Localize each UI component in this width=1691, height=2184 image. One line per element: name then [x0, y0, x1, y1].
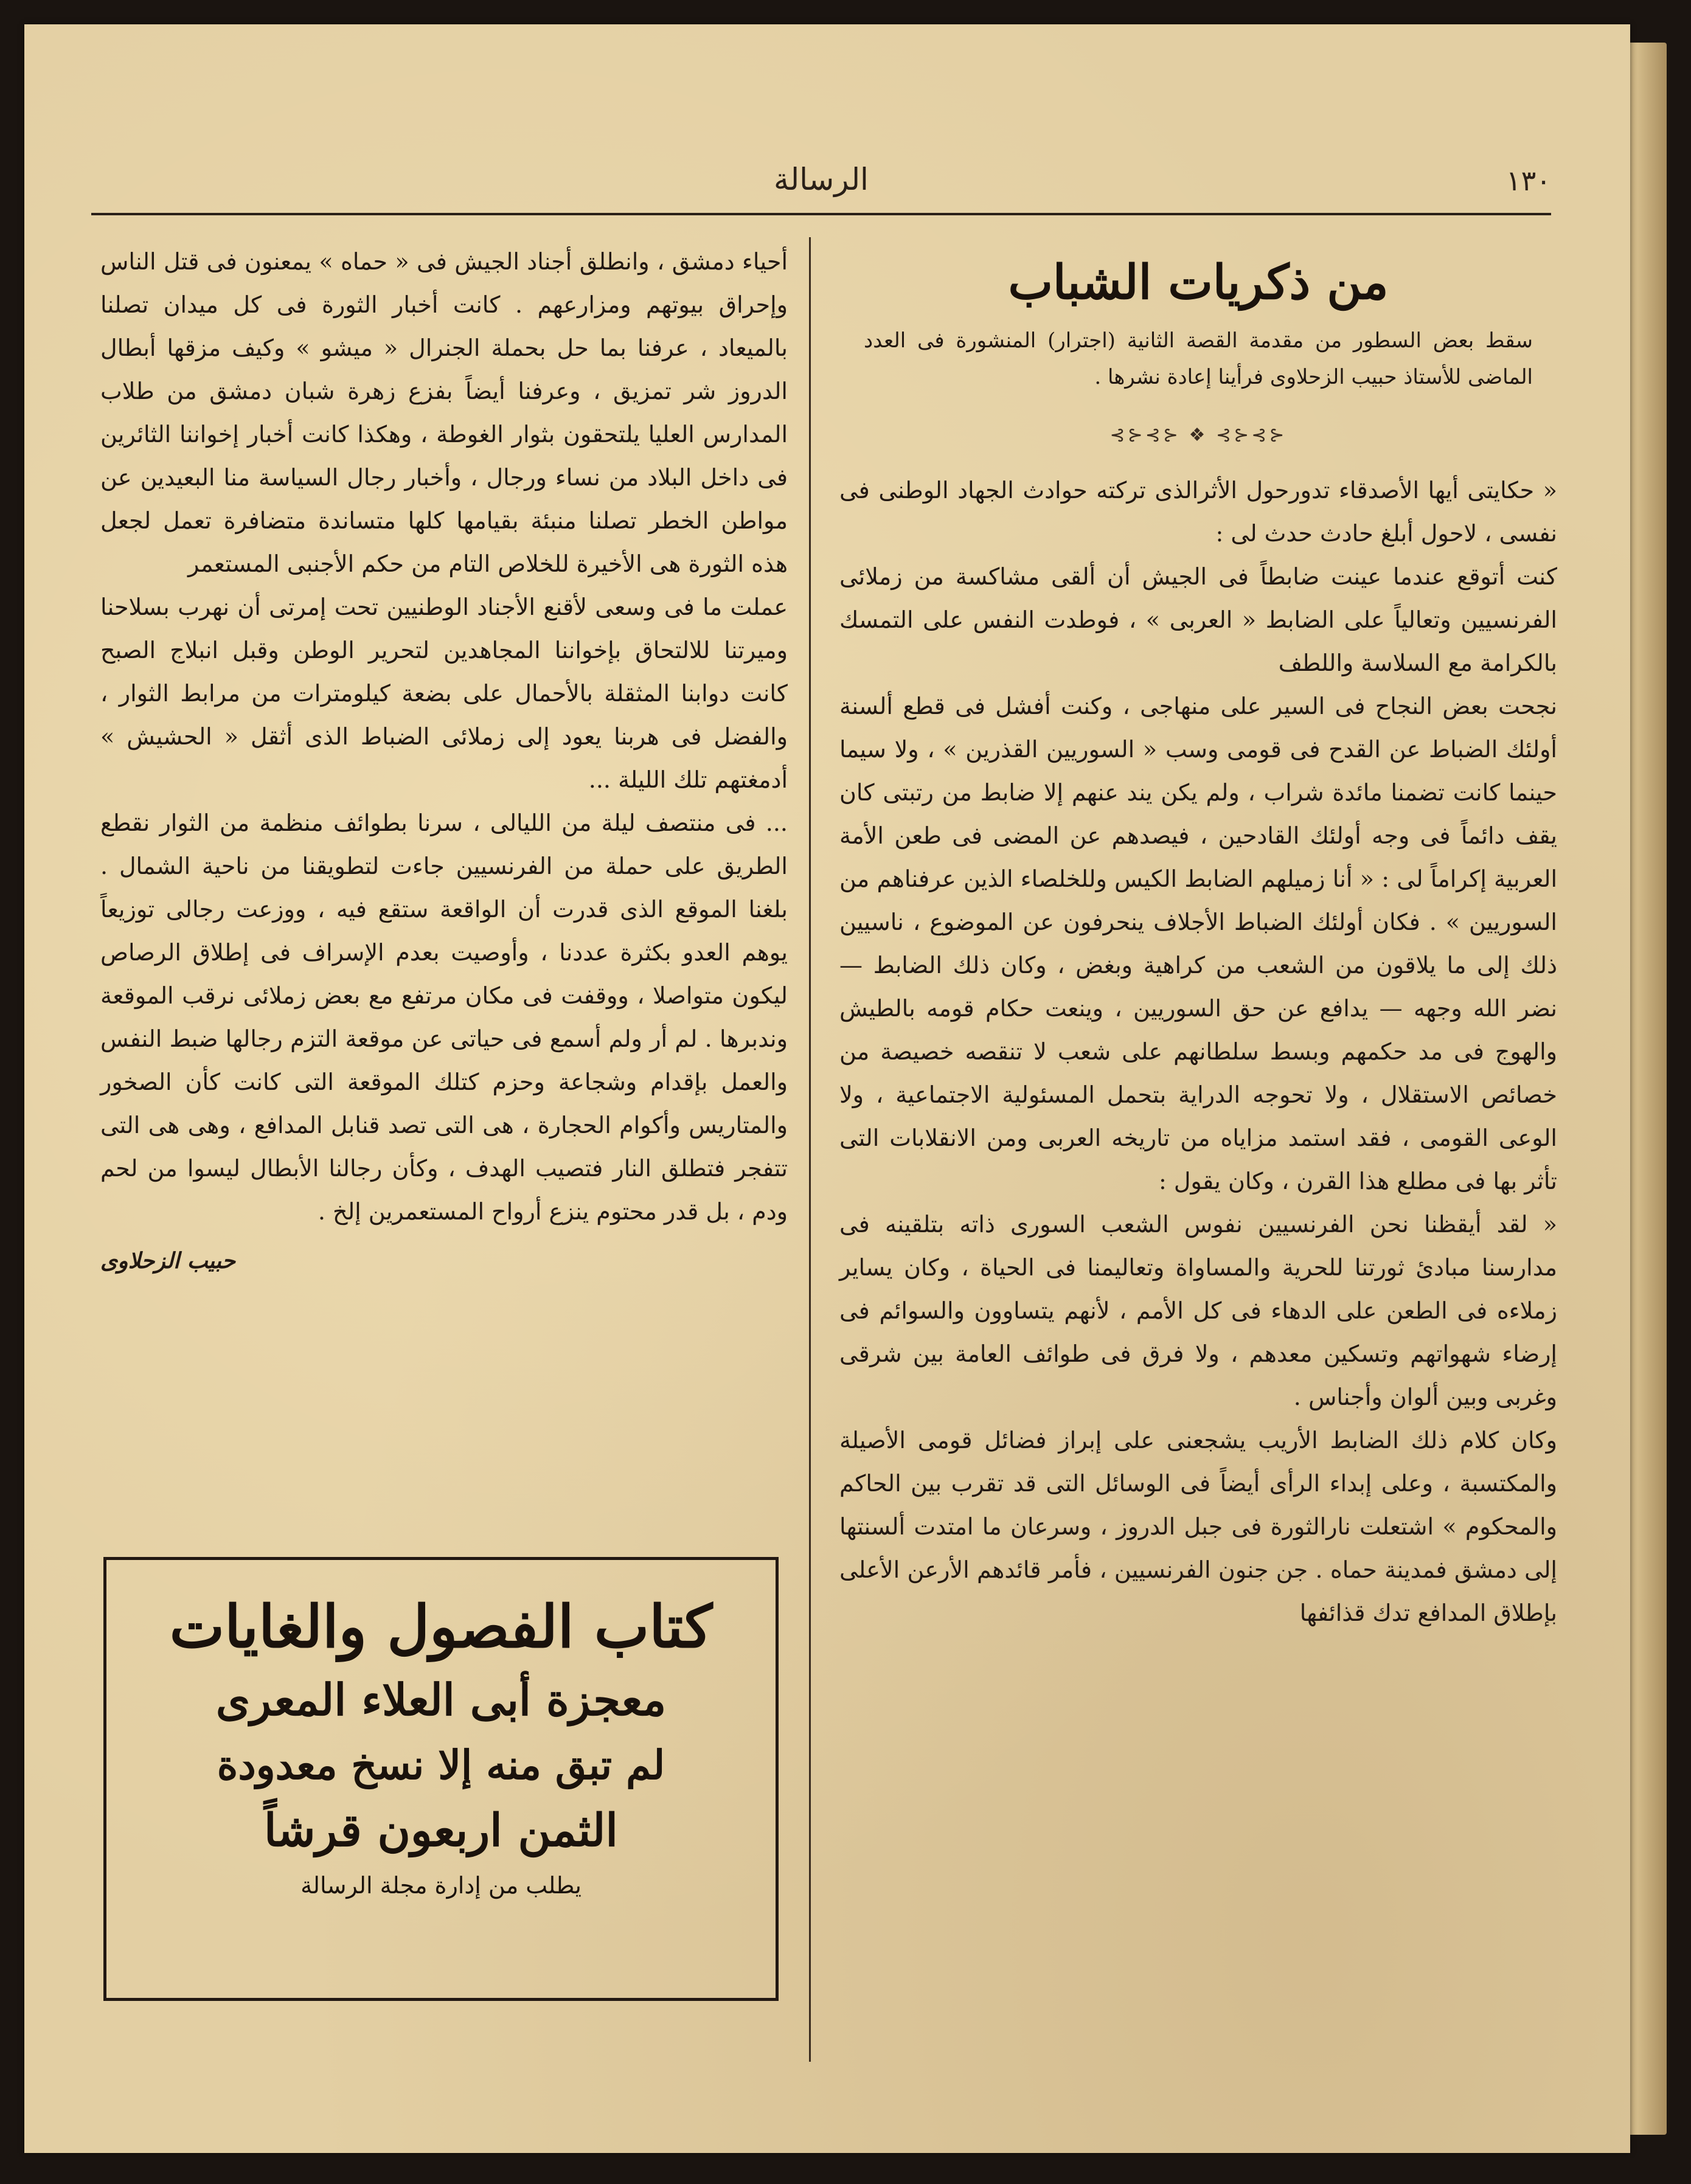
ornament-divider: ⊰⊱⊰⊱ ❖ ⊰⊱⊰⊱: [1109, 425, 1287, 446]
ad-price: الثمن اربعون قرشاً: [264, 1804, 618, 1857]
article-paragraph: « لقد أيقظنا نحن الفرنسيين نفوس الشعب السورى ذاته بتلقينه فى مدارسنا مبادئ ثورتنا للحرية والمساواة وتعاليمنا فى الحياة ، وكان يساير زملاءه فى الطعن على الدهاء فى كل الأمم ، لأنهم يتساوون والسوائم فى إرضاء شهواتهم وتسكين معدهم ، ولا فرق فى طوائف العامة بين شرقى وغربى وبين ألوان وأجناس .: [839, 1211, 1557, 1410]
article-paragraph: عملت ما فى وسعى لأقنع الأجناد الوطنيين تحت إمرتى أن نهرب بسلاحنا وميرتنا للالتحاق بإخواننا المجاهدين لتحرير الوطن وقبل انبلاج الصبح كانت دوابنا المثقلة بالأحمال على بضعة كيلومترات من مرابط الثوار ، والفضل فى هربنا يعود إلى زملائى الضباط الذى أثقل « الحشيش » أدمغتهم تلك الليلة ...: [100, 594, 788, 793]
editor-note: سقط بعض السطور من مقدمة القصة الثانية (اجترار) المنشورة فى العدد الماضى للأستاذ حبيب الزحلاوى فرأينا إعادة نشرها .: [864, 328, 1533, 389]
page-number: ١٣٠: [1505, 164, 1551, 197]
header-rule: [91, 213, 1551, 215]
page-header: [91, 146, 1551, 213]
article-title: من ذكريات الشباب: [1008, 255, 1389, 310]
author-signature: حبيب الزحلاوى: [100, 1248, 235, 1274]
ad-subtitle: معجزة أبى العلاء المعرى: [215, 1674, 667, 1725]
book-advertisement: [103, 1557, 779, 2001]
magazine-name: الرسالة: [774, 162, 869, 197]
article-paragraph: أحياء دمشق ، وانطلق أجناد الجيش فى « حماه » يمعنون فى قتل الناس وإحراق بيوتهم ومزارعهم . كانت أخبار الثورة فى كل ميدان تصلنا بالميعاد ، عرفنا بما حل بحملة الجنرال « ميشو » وكيف مزقها أبطال الدروز شر تمزيق ، وعرفنا أيضاً بفزع زهرة شبان دمشق من طلاب المدارس العليا يلتحقون بثوار الغوطة ، وهكذا كانت أخبار إخواننا الثائرين فى داخل البلاد من نساء ورجال ، وأخبار رجال السياسة منا البعيدين عن مواطن الخطر تصلنا منبئة بقيامها كلها متساندة متضافرة تعمل لجعل هذه الثورة هى الأخيرة للخلاص التام من حكم الأجنبى المستعمر: [100, 248, 788, 577]
article-paragraph: ... فى منتصف ليلة من الليالى ، سرنا بطوائف منظمة من الثوار نقطع الطريق على حملة من الفرنسيين جاءت لتطويقنا من ناحية الشمال . بلغنا الموقع الذى قدرت أن الواقعة ستقع فيه ، ووزعت رجالى توزيعاً يوهم العدو بكثرة عددنا ، وأوصيت بعدم الإسراف فى إطلاق الرصاص ليكون متواصلا ، ووقفت فى مكان مرتفع مع بعض زملائى نرقب الموقعة وندبرها . لم أر ولم أسمع فى حياتى عن موقعة التزم رجالها ضبط النفس والعمل بإقدام وشجاعة وحزم كتلك الموقعة التى كانت كأن الصخور والمتاريس وأكوام الحجارة ، هى التى تصد قنابل المدافع ، وهى هى التى تتفجر فتطلق النار فتصيب الهدف ، وكأن رجالنا الأبطال ليسوا من لحم ودم ، بل قدر محتوم ينزع أرواح المستعمرين إلخ .: [100, 809, 788, 1225]
article-paragraph: وكان كلام ذلك الضابط الأريب يشجعنى على إبراز فضائل قومى الأصيلة والمكتسبة ، وعلى إبداء الرأى أيضاً فى الوسائل التى قد تقرب بين الحاكم والمحكوم » اشتعلت نارالثورة فى جبل الدروز ، وسرعان ما امتدت ألسنتها إلى دمشق فمدينة حماه . جن جنون الفرنسيين ، فأمر قائدهم الأرعن الأعلى بإطلاق المدافع تدك قذائفها: [839, 1427, 1557, 1626]
ad-note: لم تبق منه إلا نسخ معدودة: [217, 1741, 665, 1789]
article-paragraph: نجحت بعض النجاح فى السير على منهاجى ، وكنت أفشل فى قطع ألسنة أولئك الضباط عن القدح فى قومى وسب « السوريين القذرين » ، ولا سيما حينما كانت تضمنا مائدة شراب ، ولم يكن يند عنهم إلا ضابط من رتبتى كان يقف دائماً فى وجه أولئك القادحين ، فيصدهم عن المضى فى طعن الأمة العربية إكراماً لى : « أنا زميلهم الضابط الكيس وللخلصاء الذين عرفناهم من السوريين » . فكان أولئك الضباط الأجلاف ينحرفون عن الموضوع ، ناسيين ذلك إلى ما يلاقون من الشعب من كراهية وبغض ، وكان ذلك الضابط — نضر الله وجهه — يدافع عن حق السوريين ، وينعت حكام قومه بالطيش والهوج فى مد حكمهم وبسط سلطانهم على شعب لا تنقصه خصيصة من خصائص الاستقلال ، ولا تحوجه الدراية بتحمل المسئولية الاجتماعية ، ولا الوعى القومى ، فقد استمد مزاياه من تاريخه العربى ومن الانقلابات التى تأثر بها فى مطلع هذا القرن ، وكان يقول :: [839, 693, 1557, 1194]
right-column: [839, 249, 1557, 1635]
article-paragraph: « حكايتى أيها الأصدقاء تدورحول الأثرالذى تركته حوادث الجهاد الوطنى فى نفسى ، لاحول أبلغ حادث حدث لى :: [839, 477, 1557, 547]
article-paragraph: كنت أتوقع عندما عينت ضابطاً فى الجيش أن ألقى مشاكسة من زملائى الفرنسيين وتعالياً على الضابط « العربى » ، فوطدت النفس على التمسك بالكرامة مع السلاسة واللطف: [839, 563, 1557, 676]
column-divider: [809, 237, 811, 2062]
left-column: [100, 240, 788, 1283]
ad-title: كتاب الفصول والغايات: [169, 1592, 713, 1661]
magazine-page: [24, 24, 1630, 2153]
ad-source: يطلب من إدارة مجلة الرسالة: [300, 1872, 582, 1899]
